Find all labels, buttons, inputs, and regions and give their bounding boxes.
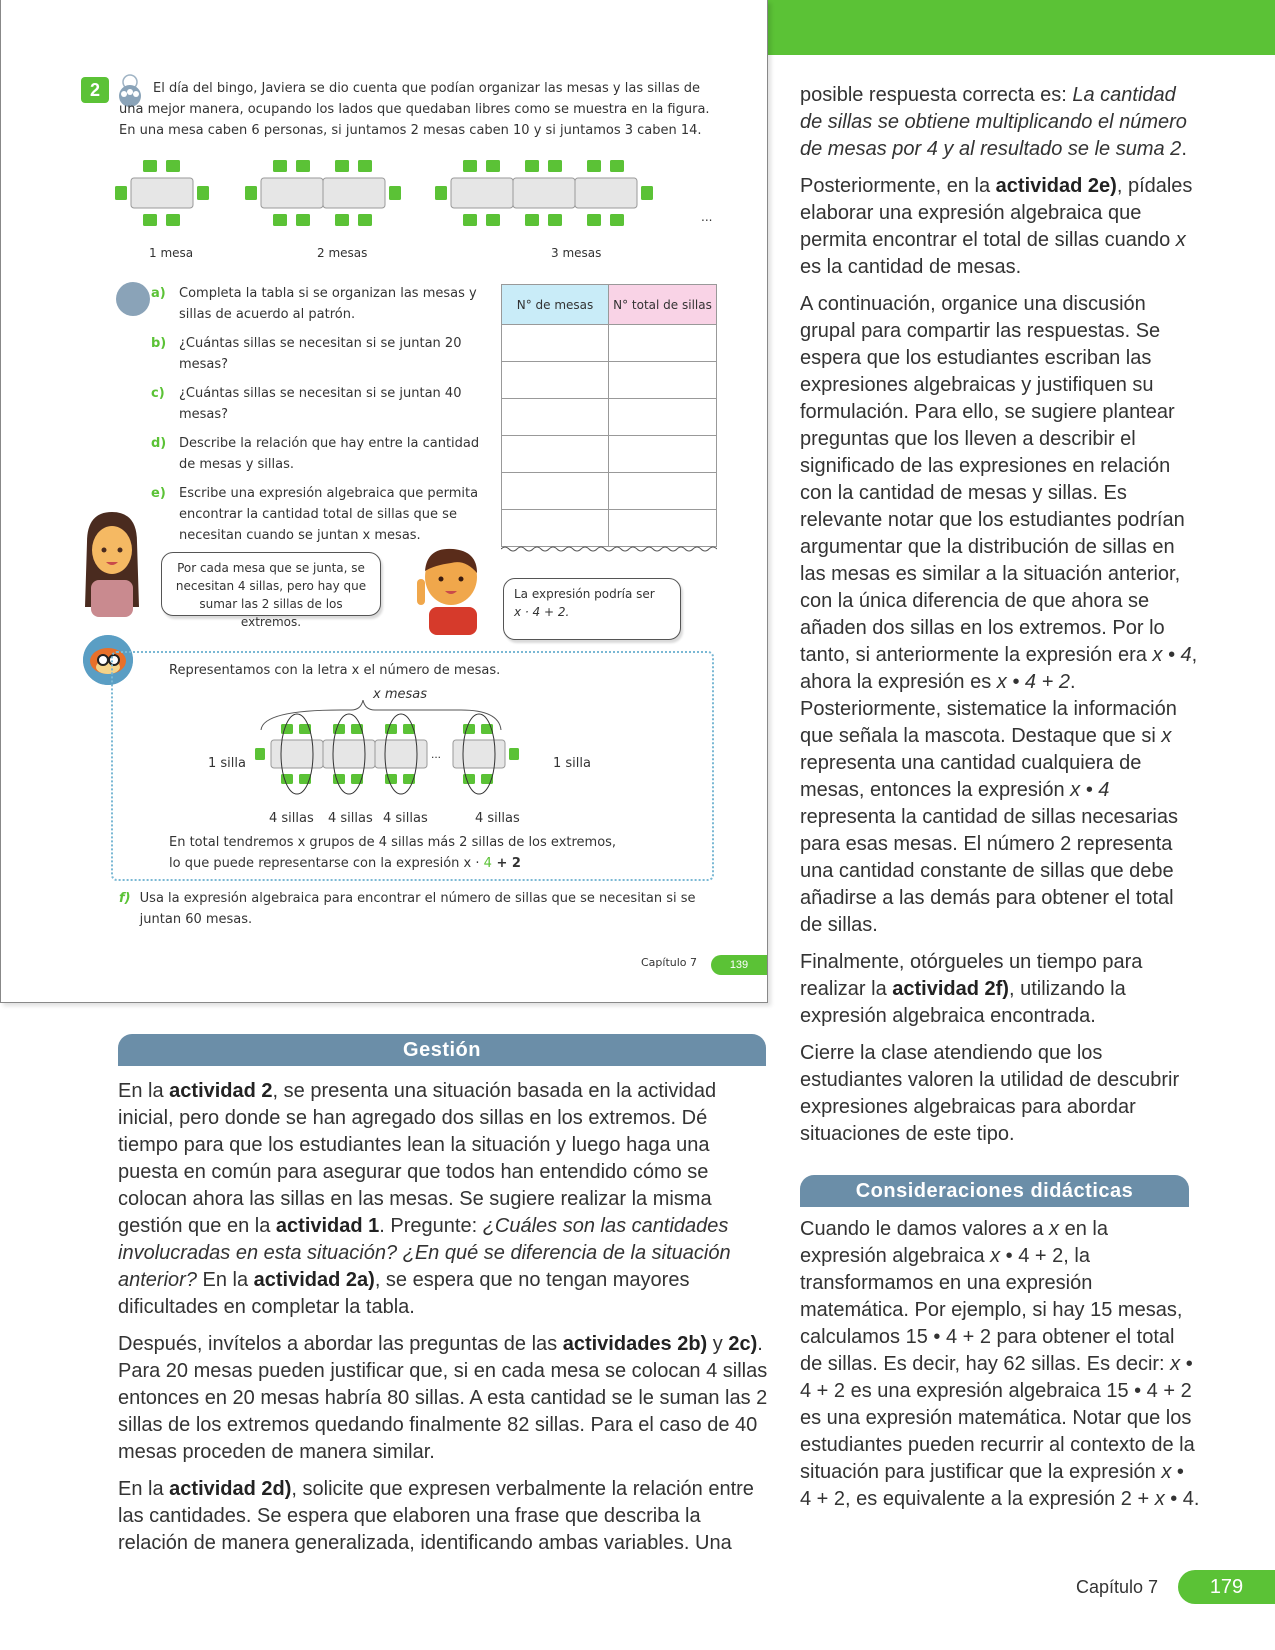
four-chairs-label: 4 sillas xyxy=(475,811,520,826)
gestion-header: Gestión xyxy=(118,1034,766,1066)
chair-icon xyxy=(525,160,539,172)
chair-icon xyxy=(641,186,653,200)
chair-icon xyxy=(463,774,475,784)
four-chairs-label: 4 sillas xyxy=(383,811,428,826)
boy-speech-bubble: La expresión podría ser x · 4 + 2. xyxy=(503,578,681,640)
table-row xyxy=(502,436,717,473)
activity-intro: El día del bingo, Javiera se dio cuenta que podían organizar las mesas y las sillas de una mejor manera, ocupando los lados que quedaban libres como se muestra en la figura. En una mesa caben 6 personas, si juntamos 2 mesas caben 10 y si juntamos 3 caben 14. xyxy=(119,81,710,138)
chair-icon xyxy=(333,724,345,734)
four-chairs-label: 4 sillas xyxy=(328,811,373,826)
table-cell[interactable] xyxy=(502,510,609,547)
girl-character xyxy=(81,512,143,617)
chair-icon xyxy=(115,186,127,200)
consideraciones-text xyxy=(800,1216,1200,1523)
footer-page-number: 179 xyxy=(1178,1570,1275,1604)
footer-chapter: Capítulo 7 xyxy=(1076,1577,1159,1597)
right-paragraph: A continuación, organice una discusión grupal para compartir las respuestas. Se espera que los estudiantes escriban las expresiones algebraicas y justifiquen su formulación. Para ello, se sugiere plantear preguntas que los lleven a describir el significado de las expresiones en relación con la cantidad de mesas y sillas. Es relevante notar que los estudiantes podrían argumentar que la distribución de sillas en las mesas es similar a la situación anterior, con la única diferencia de que ahora se añaden dos sillas en los extremos. Por lo tanto, si anteriormente la expresión era x • 4, ahora la expresión es x • 4 + 2. Posteriormente, sistematice la información que señala la mascota. Destaque que si x representa una cantidad cualquiera de mesas, entonces la expresión x • 4 representa la cantidad de sillas necesarias para esas mesas. El número 2 representa una cantidad constante de sillas que debe añadirse a las demás para obtener el total de sillas. xyxy=(800,293,1198,936)
mesas-sillas-table xyxy=(501,284,717,547)
tables-chairs-diagram xyxy=(111,160,731,270)
girl-speech-bubble: Por cada mesa que se junta, se necesitan 4 sillas, pero hay que sumar las 2 sillas de los extremos. xyxy=(161,552,381,616)
four-chairs-label: 4 sillas xyxy=(269,811,314,826)
question-list xyxy=(151,283,481,554)
diagram-ellipsis: ... xyxy=(701,210,713,224)
chair-icon xyxy=(197,186,209,200)
table-row xyxy=(502,362,717,399)
right-paragraph: posible respuesta correcta es: La cantidad de sillas se obtiene multiplicando el número de mesas por 4 y al resultado se le suma 2. xyxy=(800,84,1187,160)
chair-icon xyxy=(296,214,310,226)
student-page xyxy=(0,0,768,1003)
chair-icon xyxy=(486,214,500,226)
table-cell[interactable] xyxy=(502,399,609,436)
student-chapter-label: Capítulo 7 xyxy=(641,956,698,969)
question-f: f) Usa la expresión algebraica para encontrar el número de sillas que se necesitan si se juntan 60 mesas. xyxy=(119,891,696,927)
chair-icon xyxy=(281,724,293,734)
table-torn-edge xyxy=(501,545,717,553)
chair-icon xyxy=(525,214,539,226)
one-chair-right-label: 1 silla xyxy=(553,756,591,771)
table-icon xyxy=(451,178,513,208)
table-header-mesas: N° de mesas xyxy=(502,285,609,325)
right-paragraph: Cierre la clase atendiendo que los estudiantes valoren la utilidad de descubrir expresiones algebraicas para abordar situaciones de este tipo. xyxy=(800,1042,1180,1145)
chair-icon xyxy=(385,774,397,784)
ellipsis: ... xyxy=(431,747,442,761)
label-1-mesa: 1 mesa xyxy=(149,246,194,260)
chair-icon xyxy=(509,748,519,760)
table-row xyxy=(502,473,717,510)
chair-icon xyxy=(587,214,601,226)
mascot-statement: Representamos con la letra x el número de mesas. xyxy=(169,663,501,678)
right-paragraph: Finalmente, otórgueles un tiempo para realizar la actividad 2f), utilizando la expresión algebraica encontrada. xyxy=(800,951,1143,1027)
table-icon xyxy=(261,178,323,208)
chair-icon xyxy=(486,160,500,172)
one-chair-left-label: 1 silla xyxy=(208,756,246,771)
chair-icon xyxy=(281,774,293,784)
table-row xyxy=(502,325,717,362)
table-cell[interactable] xyxy=(609,325,717,362)
boy-character xyxy=(411,545,486,635)
label-2-mesas: 2 mesas xyxy=(317,246,368,260)
gestion-paragraph: Después, invítelos a abordar las preguntas de las actividades 2b) y 2c). Para 20 mesas pueden justificar que, si en cada mesa se colocan 4 sillas entonces en 20 mesas habría 80 sillas. A esta cantidad se le suman las 2 sillas de los extremos quedando finalmente 82 sillas. Para el caso de 40 mesas proceden de manera similar. xyxy=(118,1333,768,1463)
consideraciones-paragraph: Cuando le damos valores a x en la expresión algebraica x • 4 + 2, la transformamos en una expresión matemática. Por ejemplo, si hay 15 mesas, calculamos 15 • 4 + 2 para obtener el total de sillas. Es decir, hay 62 sillas. Es decir: x • 4 + 2 es una expresión algebraica 15 • 4 + 2 es una expresión matemática. Notar que los estudiantes pueden recurrir al contexto de la situación para justificar que la expresión x • 4 + 2, es equivalente a la expresión 2 + x • 4. xyxy=(800,1218,1200,1510)
gestion-text xyxy=(118,1078,768,1567)
table-icon xyxy=(575,178,637,208)
chair-icon xyxy=(166,160,180,172)
chair-icon xyxy=(255,748,265,760)
chair-icon xyxy=(143,160,157,172)
question-c: c) ¿Cuántas sillas se necesitan si se juntan 40 mesas? xyxy=(151,386,462,422)
chair-icon xyxy=(463,214,477,226)
chair-icon xyxy=(335,214,349,226)
chair-icon xyxy=(610,160,624,172)
chair-icon xyxy=(296,160,310,172)
table-cell[interactable] xyxy=(609,436,717,473)
chair-icon xyxy=(143,214,157,226)
chair-icon xyxy=(548,160,562,172)
table-header-sillas: N° total de sillas xyxy=(609,285,717,325)
consideraciones-header: Consideraciones didácticas xyxy=(800,1175,1189,1207)
table-cell[interactable] xyxy=(609,473,717,510)
table-cell[interactable] xyxy=(502,325,609,362)
chair-icon xyxy=(335,160,349,172)
chair-icon xyxy=(587,160,601,172)
chair-icon xyxy=(333,774,345,784)
table-icon xyxy=(375,740,427,768)
table-cell[interactable] xyxy=(502,473,609,510)
table-icon xyxy=(453,740,505,768)
chair-icon xyxy=(273,214,287,226)
x-mesas-label: x mesas xyxy=(373,687,427,702)
question-e: e) Escribe una expresión algebraica que permita encontrar la cantidad total de sillas que se necesitan cuando se juntan x mesas. xyxy=(151,486,479,543)
chair-icon xyxy=(358,160,372,172)
chair-icon xyxy=(166,214,180,226)
gestion-paragraph: En la actividad 2d), solicite que expresen verbalmente la relación entre las cantidades. Se espera que elaboren una frase que describa la relación de manera generalizada, identificando ambas variables. Una xyxy=(118,1478,754,1554)
question-b: b) ¿Cuántas sillas se necesitan si se juntan 20 mesas? xyxy=(151,336,462,372)
table-cell[interactable] xyxy=(609,399,717,436)
table-icon xyxy=(323,178,385,208)
chair-icon xyxy=(548,214,562,226)
activity-number: 2 xyxy=(81,77,109,103)
chair-icon xyxy=(245,186,257,200)
chair-icon xyxy=(463,724,475,734)
table-icon xyxy=(323,740,375,768)
label-3-mesas: 3 mesas xyxy=(551,246,602,260)
chair-icon xyxy=(389,186,401,200)
table-cell[interactable] xyxy=(609,362,717,399)
chair-icon xyxy=(463,160,477,172)
chair-icon xyxy=(385,724,397,734)
table-cell[interactable] xyxy=(502,362,609,399)
chair-icon xyxy=(435,186,447,200)
right-paragraph: Posteriormente, en la actividad 2e), pídales elaborar una expresión algebraica que permita encontrar el total de sillas cuando x es la cantidad de mesas. xyxy=(800,175,1193,278)
chair-icon xyxy=(610,214,624,226)
mascot-conclusion: En total tendremos x grupos de 4 sillas más 2 sillas de los extremos, lo que puede representarse con la expresión x · 4 + 2 xyxy=(169,835,617,871)
table-cell[interactable] xyxy=(609,510,717,547)
table-row xyxy=(502,510,717,547)
right-column-text xyxy=(800,82,1200,1158)
chair-icon xyxy=(273,160,287,172)
table-icon xyxy=(271,740,323,768)
table-icon xyxy=(513,178,575,208)
question-d: d) Describe la relación que hay entre la cantidad de mesas y sillas. xyxy=(151,436,480,472)
student-page-number: 139 xyxy=(711,955,767,975)
table-cell[interactable] xyxy=(502,436,609,473)
question-a: a) Completa la tabla si se organizan las mesas y sillas de acuerdo al patrón. xyxy=(151,286,477,322)
table-row xyxy=(502,399,717,436)
chair-icon xyxy=(358,214,372,226)
gestion-paragraph: En la actividad 2, se presenta una situación basada en la actividad inicial, pero donde se han agregado dos sillas en los extremos. Dé tiempo para que los estudiantes lean la situación y luego haga una puesta en común para asegurar que todos han entendido cómo se colocan ahora las sillas en las mesas. Se sugiere realizar la misma gestión que en la actividad 1. Pregunte: ¿Cuáles son las cantidades involucradas en esta situación? ¿En qué se diferencia de la situación anterior? En la actividad 2a), se espera que no tengan mayores dificultades en completar la tabla. xyxy=(118,1080,731,1318)
top-green-band xyxy=(768,0,1275,55)
table-icon xyxy=(131,178,193,208)
notebook-icon xyxy=(116,282,150,316)
